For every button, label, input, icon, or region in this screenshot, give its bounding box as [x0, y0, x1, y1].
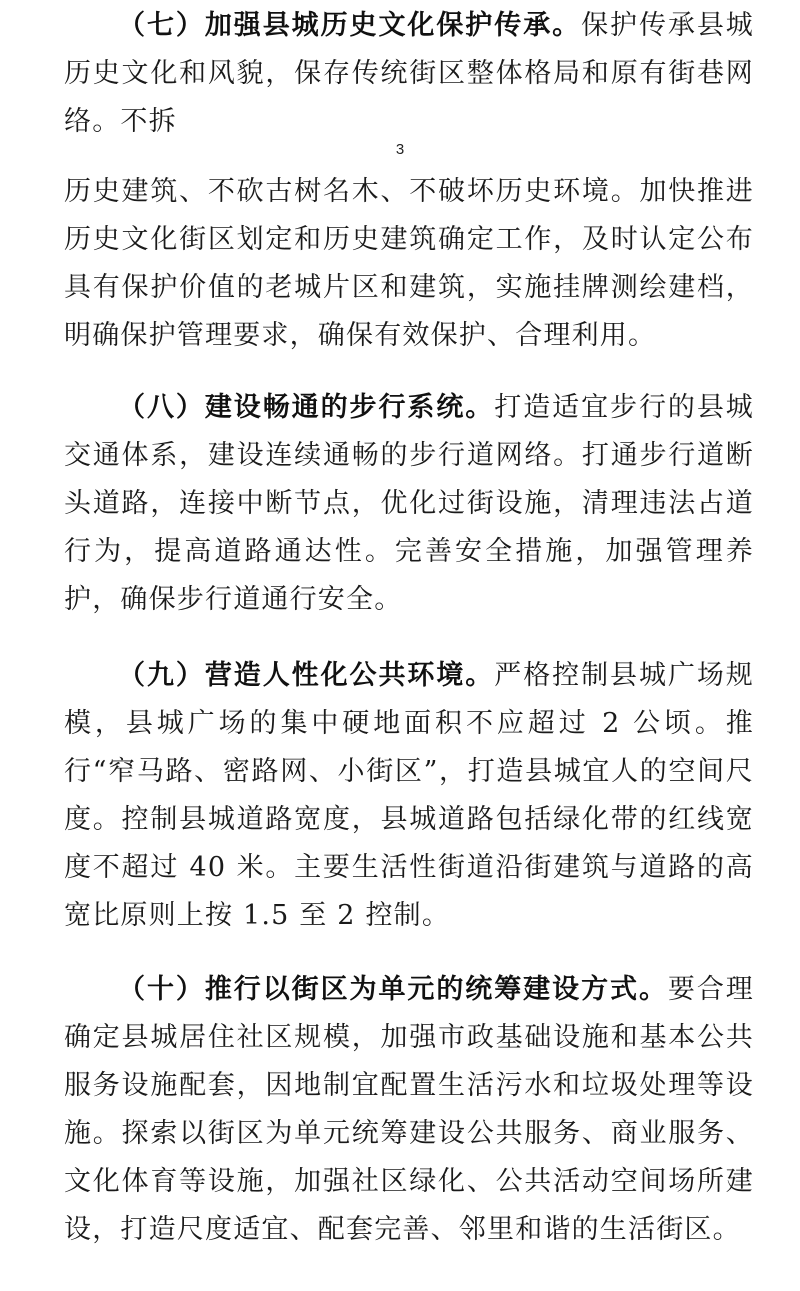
section-heading: （九）营造人性化公共环境。 — [118, 660, 495, 691]
section-seven-part-one — [64, 2, 754, 146]
paragraph-seven-continued: 历史建筑、不砍古树名木、不破坏历史环境。加快推进历史文化街区划定和历史建筑确定工作，及时认定公布具有保护价值的老城片区和建筑，实施挂牌测绘建档，明确保护管理要求，确保有效保护、合理利用。 — [64, 176, 754, 351]
section-body: 打造适宜步行的县城交通体系，建设连续通畅的步行道网络。打通步行道断头道路，连接中断节点，优化过街设施，清理违法占道行为，提高道路通达性。完善安全措施，加强管理养护，确保步行道通行安全。 — [64, 392, 754, 615]
section-eight — [64, 384, 754, 624]
section-body: 严格控制县城广场规模，县城广场的集中硬地面积不应超过 2 公顷。推行“窄马路、密路网、小街区”，打造县城宜人的空间尺度。控制县城道路宽度，县城道路包括绿化带的红线宽度不超过 40 米。主要生活性街道沿街建筑与道路的高宽比原则上按 1.5 至 2 控制。 — [64, 660, 754, 931]
section-ten — [64, 966, 754, 1254]
section-body: 要合理确定县城居住社区规模，加强市政基础设施和基本公共服务设施配套，因地制宜配置生活污水和垃圾处理等设施。探索以街区为单元统筹建设公共服务、商业服务、文化体育等设施，加强社区绿化、公共活动空间场所建设，打造尺度适宜、配套完善、邻里和谐的生活街区。 — [64, 974, 754, 1245]
section-seven-part-two — [64, 168, 754, 360]
section-nine — [64, 652, 754, 940]
paragraph-nine — [64, 652, 754, 940]
paragraph-seven — [64, 2, 754, 146]
section-body: 保护传承县城历史文化和风貌，保存传统街区整体格局和原有街巷网络。不拆 — [64, 10, 755, 137]
section-heading: （八）建设畅通的步行系统。 — [118, 392, 495, 423]
paragraph-ten — [64, 966, 754, 1254]
page-number: 3 — [395, 141, 405, 158]
section-heading: （十）推行以街区为单元的统筹建设方式。 — [118, 974, 668, 1005]
section-heading: （七）加强县城历史文化保护传承。 — [118, 10, 582, 41]
paragraph-eight — [64, 384, 754, 624]
